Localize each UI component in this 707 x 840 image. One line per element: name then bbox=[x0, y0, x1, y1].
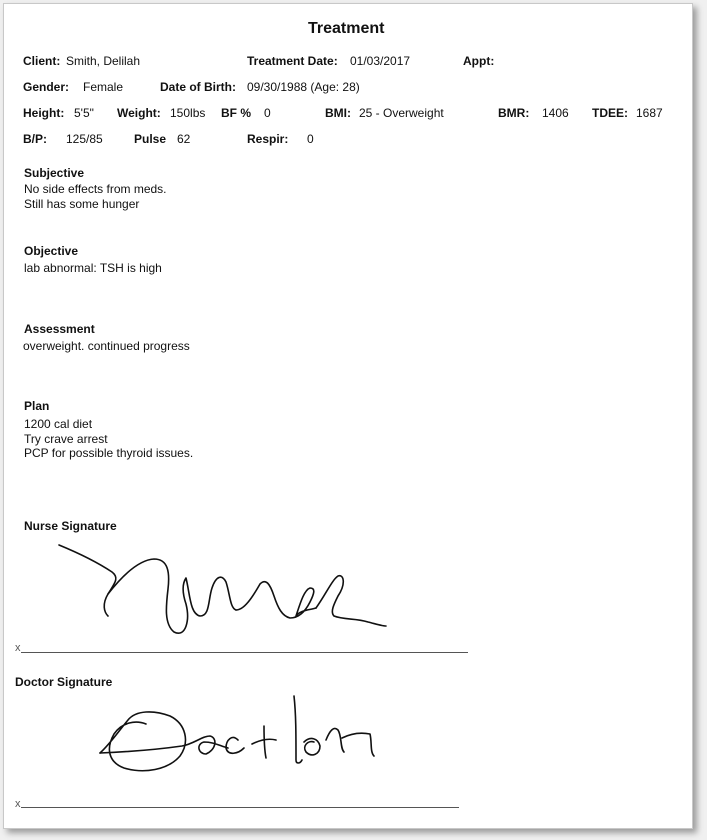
treatment-date-value: 01/03/2017 bbox=[350, 54, 411, 68]
page-title: Treatment bbox=[308, 20, 385, 37]
doctor-signature-line bbox=[21, 807, 459, 808]
doctor-signature-heading: Doctor Signature bbox=[15, 675, 113, 689]
nurse-signature-x-mark: x bbox=[15, 642, 21, 654]
subjective-heading: Subjective bbox=[24, 166, 85, 180]
pulse-value: 62 bbox=[177, 132, 191, 146]
bmi-label: BMI: bbox=[325, 106, 351, 120]
tdee-value: 1687 bbox=[636, 106, 663, 120]
assessment-body: overweight. continued progress bbox=[23, 339, 190, 353]
client-value: Smith, Delilah bbox=[66, 54, 141, 68]
height-label: Height: bbox=[23, 106, 65, 120]
bmi-value: 25 - Overweight bbox=[359, 106, 444, 120]
objective-body: lab abnormal: TSH is high bbox=[24, 261, 162, 275]
doctor-signature-drawing bbox=[4, 4, 692, 828]
weight-value: 150lbs bbox=[170, 106, 206, 120]
height-value: 5'5" bbox=[74, 106, 94, 120]
dob-value: 09/30/1988 (Age: 28) bbox=[247, 80, 360, 94]
bp-value: 125/85 bbox=[66, 132, 103, 146]
assessment-heading: Assessment bbox=[24, 322, 95, 336]
subjective-body: No side effects from meds. Still has some hunger bbox=[24, 182, 167, 211]
bf-label: BF % bbox=[221, 106, 251, 120]
appt-label: Appt: bbox=[463, 54, 495, 68]
gender-label: Gender: bbox=[23, 80, 70, 94]
weight-label: Weight: bbox=[117, 106, 161, 120]
bp-label: B/P: bbox=[23, 132, 47, 146]
plan-body: 1200 cal diet Try crave arrest PCP for possible thyroid issues. bbox=[24, 417, 194, 460]
tdee-label: TDEE: bbox=[592, 106, 628, 120]
bmr-label: BMR: bbox=[498, 106, 530, 120]
nurse-signature-heading: Nurse Signature bbox=[24, 519, 117, 533]
respir-label: Respir: bbox=[247, 132, 289, 146]
pulse-label: Pulse bbox=[134, 132, 167, 146]
respir-value: 0 bbox=[307, 132, 314, 146]
treatment-date-label: Treatment Date: bbox=[247, 54, 338, 68]
client-label: Client: bbox=[23, 54, 61, 68]
dob-label: Date of Birth: bbox=[160, 80, 236, 94]
bmr-value: 1406 bbox=[542, 106, 569, 120]
treatment-document-page bbox=[3, 3, 693, 829]
objective-heading: Objective bbox=[24, 244, 79, 258]
doctor-signature-x-mark: x bbox=[15, 798, 21, 810]
gender-value: Female bbox=[83, 80, 124, 94]
bf-value: 0 bbox=[264, 106, 271, 120]
plan-heading: Plan bbox=[24, 399, 50, 413]
